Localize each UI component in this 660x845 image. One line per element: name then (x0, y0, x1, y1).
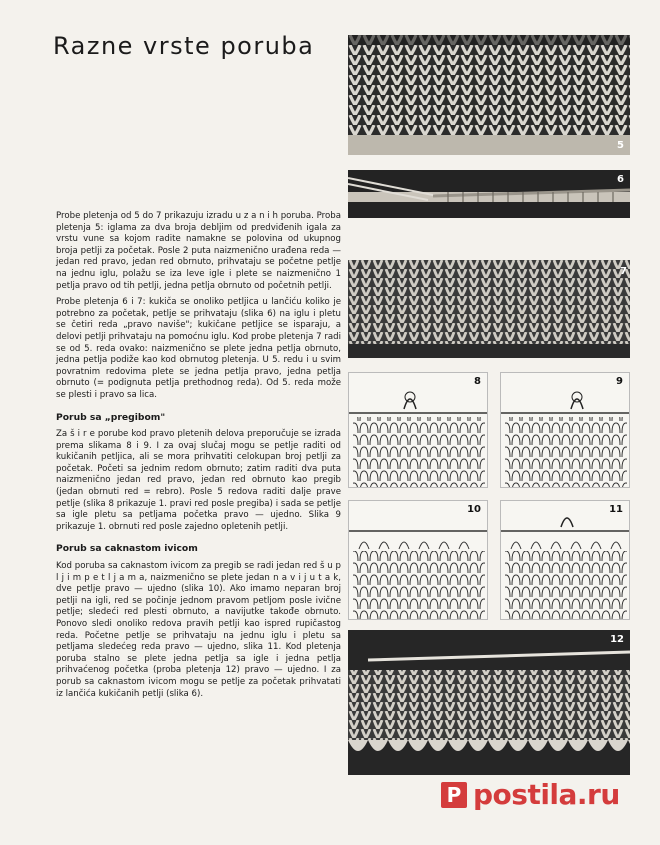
paragraph-samples-6-7: Probe pletenja 6 i 7: kukiča se onoliko petljica u lančiću koliko je potrebno za početak, petlje se prihvataju (slika 6) na iglu i pletu se četiri reda „pravo naviše"; kukičane petljice se isparaju, a delovi petlji prihvataju na pomoćnu iglu. Kod probe pletenja 7 radi se od 5. reda ovako: naizmenično se plete jedna petlja obrnuto, jedna petlja podiže kao kod obrnutog pletenja. U 5. redu i u svim povratnim redovima plete se jedna petlja pravo, jedna petlja obrnuto (= podignuta petlja prethodnog reda). Od 5. reda može se plesti i pravo sa lica. (56, 297, 341, 400)
stitch-diagram-8 (349, 373, 488, 488)
heading-pregib: Porub sa „pregibom" (56, 411, 166, 423)
heading-caknasta: Porub sa caknastom ivicom (56, 543, 198, 555)
figure-10-diagram (348, 500, 488, 620)
figure-5-number: 5 (617, 140, 624, 151)
paragraph-pregib: Za š i r e porube kod pravo pletenih delova preporučuje se izrada prema slikama 8 i 9. I za ovaj slučaj mogu se petlje raditi od kukičanih petljica, ali se mora prihvatiti celokupan broj petlji za početak. Početi sa jednim redom obrnuto; zatim raditi dva puta naizmenično jedan red pravo, jedan red obrnuto kao pregib (jedan obrnuti red = rebro). Posle 5 redova raditi dalje prave petlje (slika 8 prikazuje 1. pravi red posle pregiba) i sada se petlje sa igle pletu sa petljama početka pravo — ujedno. Slika 9 prikazuje 1. obrnuti red posle zajedno opletenih petlji. (56, 429, 341, 532)
figure-11-diagram (500, 500, 630, 620)
figure-12-photo (348, 630, 630, 775)
figure-5-photo (348, 35, 630, 155)
stitch-diagram-9 (501, 373, 630, 488)
watermark-logo (441, 778, 620, 811)
figure-6-number: 6 (617, 174, 624, 185)
figure-10-number: 10 (467, 504, 481, 515)
watermark-box-icon: P (441, 782, 467, 808)
stitch-diagram-10 (349, 501, 488, 620)
figure-11-number: 11 (609, 504, 623, 515)
page-title: Razne vrste poruba (53, 32, 315, 60)
crochet-chain-texture (348, 170, 630, 218)
picot-hem-texture (348, 630, 630, 775)
watermark-text: postila.ru (473, 778, 620, 811)
figure-9-number: 9 (616, 376, 623, 387)
stitch-diagram-11 (501, 501, 630, 620)
knit-rib-texture-2 (348, 260, 630, 358)
figure-7-number: 7 (620, 266, 627, 277)
figure-12-number: 12 (610, 634, 624, 645)
text-column (56, 211, 341, 705)
figure-8-number: 8 (474, 376, 481, 387)
knit-rib-texture (348, 35, 630, 155)
paragraph-caknasta: Kod poruba sa caknastom ivicom za pregib se radi jedan red š u p l j i m p e t l j a m a, naizmenično se plete jedan n a v i j u t a k, dve petlje pravo — ujedno (slika 10). Ako imamo neparan broj petlji na igli, red se počinje jednom pravom petljom posle ivične petlje; sledeći red plesti obrnuto, a navijutke takođe obrnuto. Ponovo sledi onoliko redova pravih petlji kao ispred rupičastog reda. Početne petlje se prihvataju na jednu iglu i pletu sa petljama sledećeg reda pravo — ujedno, slika 11. Kod pletenja poruba stalno se plete jedna petlja sa igle i jedna petlja prihvaćenog početka (proba pletenja 12) pravo — ujedno. I za porub sa caknastom ivicom mogu se petlje za početak prihvatati iz lančića kukičanih petlji (slika 6). (56, 561, 341, 699)
paragraph-intro: Probe pletenja od 5 do 7 prikazuju izradu u z a n i h poruba. Proba pletenja 5: iglama za dva broja debljim od predviđenih igala za vrstu vune sa kojom radite namakne se polovina od ukupnog broja petlji za početak. Posle 2 puta naizmenično urađena reda — jedan red pravo, jedan red obrnuto, prihvataju se početne petlje na jednu iglu, polažu se iza leve igle i plete se naizmenično 1 petlja pravo od tih petlji, jedna petlja obrnuto od početnih petlji. (56, 211, 341, 291)
figure-8-diagram (348, 372, 488, 488)
figure-9-diagram (500, 372, 630, 488)
figure-7-photo (348, 260, 630, 358)
figure-6-photo (348, 170, 630, 218)
